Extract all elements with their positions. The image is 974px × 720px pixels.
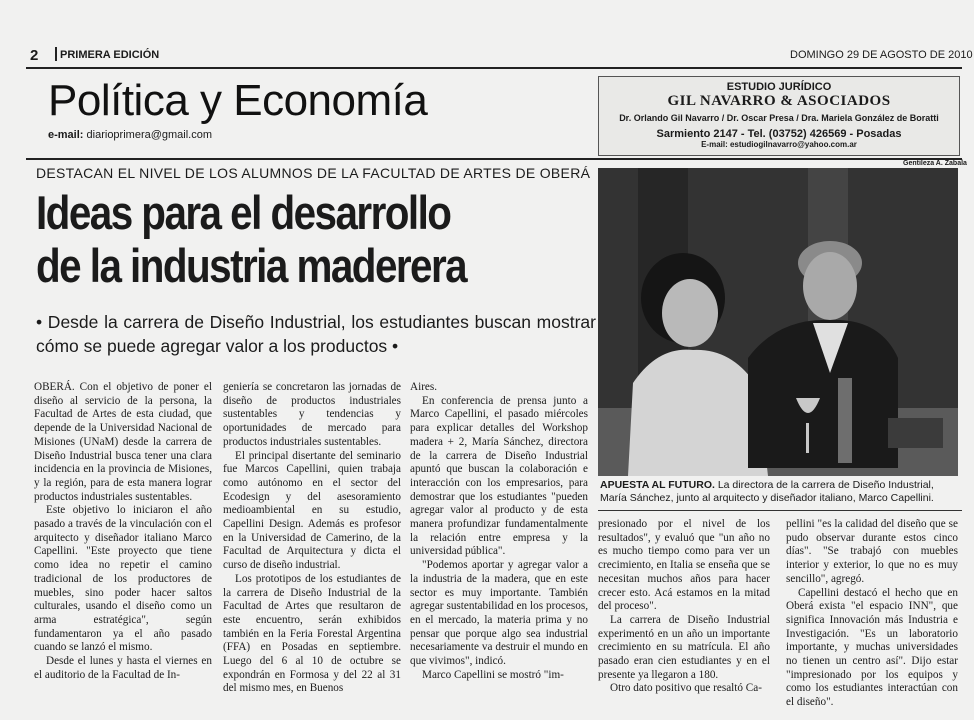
paragraph: Este objetivo lo iniciaron el año pasado a través de la vinculación con el arquitecto y diseñador italiano Marco Capellini. "Este proyecto que tiene como idea no repetir el camino tradicional de los productores de muebles, sino poder hacer saltos culturales, usando el diseño como un arma estratégica", según fundamentaron ya el año pasado cuando se lanzó el mismo.: [34, 504, 212, 654]
article-column-5: [786, 518, 958, 710]
caption-text: La directora de la carrera de Diseño Industrial, María Sánchez, junto al arquitecto y diseñador italiano, Marco Capellini.: [600, 479, 934, 504]
paragraph: Los prototipos de los estudiantes de la carrera de Diseño Industrial de la Facultad de Artes que resultaron de este encuentro, serán exhibidos también en la Feria Forestal Argentina (FFA) en Posadas en septiembre. Luego del 6 al 10 de octubre se expondrán en Formosa y del 22 al 31 del mismo mes, en Buenos: [223, 572, 401, 695]
ad-line-studio: ESTUDIO JURÍDICO: [726, 81, 832, 93]
article-column-1: [34, 381, 212, 682]
paragraph: "Podemos aportar y agregar valor a la industria de la madera, que en este sector es muy importante. También agregar sustentabilidad en los procesos, en el mercado, la materia prima y no pensar que porque algo sea industrial necesariamente va destruir el mundo en que vivimos", indicó.: [410, 559, 588, 668]
caption-rule: [598, 510, 962, 511]
paragraph: En conferencia de prensa junto a Marco Capellini, el pasado miércoles para explicar detalles del Workshop madera + 2, María Sánchez, directora de la carrera de Diseño Industrial apuntó que buscan la colaboración e interacción con los empresarios, para demostrar que los estudiantes "pueden agregar valor al producto y de esta manera profundizar fundamentalmente la relación entre empresa y la universidad pública".: [410, 394, 588, 558]
article-subhead: • Desde la carrera de Diseño Industrial, los estudiantes buscan mostrar cómo se puede agregar valor a los productos •: [36, 312, 596, 356]
top-rule: [26, 67, 962, 69]
paragraph: OBERÁ. Con el objetivo de poner el diseño al servicio de la persona, la Facultad de Artes de esta ciudad, que depende de la Universidad Nacional de Misiones (UNaM) desde la carrera de Diseño Industrial busca tener una clara incidencia en la provincia de Misiones, y la región, para de esta manera lograr productos industriales sustentables.: [34, 381, 212, 503]
article-column-2: [223, 381, 401, 696]
ad-line-email: E-mail: estudiogilnavarro@yahoo.com.ar: [701, 140, 857, 149]
edition-label: PRIMERA EDICIÓN: [60, 49, 160, 61]
article-headline: [36, 186, 518, 292]
article-column-3: [410, 381, 588, 682]
section-title: Política y Economía: [48, 76, 428, 125]
paragraph: pellini "es la calidad del diseño que se pudo observar durante estos cinco días". "Se trabajó con muebles interior y exterior, lo que no es muy sencillo", agregó.: [786, 518, 958, 585]
section-rule: [26, 158, 962, 160]
paragraph: Marco Capellini se mostró "im-: [422, 668, 564, 681]
email-address: diarioprimera@gmail.com: [86, 129, 213, 141]
caption-lead: APUESTA AL FUTURO.: [600, 479, 715, 491]
ad-line-lawyers: Dr. Orlando Gil Navarro / Dr. Oscar Presa / Dra. Mariela González de Boratti: [619, 113, 939, 123]
law-firm-ad: [598, 76, 960, 156]
paragraph: Otro dato positivo que resaltó Ca-: [610, 682, 762, 695]
paragraph: El principal disertante del seminario fue Marcos Capellini, quien trabaja como autónomo en el sector del Ecodesign y del asesoramiento medioambiental en su estudio, Capellini Design. Además es profesor en la Universidad de Camerino, de la Facultad de Arquitectura y dicta el curso de diseño industrial.: [223, 449, 401, 572]
ad-line-firm: GIL NAVARRO & ASOCIADOS: [667, 93, 891, 109]
paragraph: Capellini destacó el hecho que en Oberá exista "el espacio INN", que significa Innovación más Industria e Investigación. "Es un laboratorio importante, y muchas universidades no tienen un centro así". Dijo estar "impresionado por los equipos y como los estudiantes interactúan con el diseño".: [786, 586, 958, 709]
paragraph: Aires.: [410, 381, 438, 393]
headline-line-1: Ideas para el desarrollo: [36, 186, 451, 239]
header-divider: [55, 47, 57, 61]
page-number: 2: [30, 47, 39, 64]
article-photo: [598, 168, 958, 476]
publication-date: DOMINGO 29 DE AGOSTO DE 2010: [790, 49, 973, 61]
paragraph: geniería se concretaron las jornadas de diseño de productos industriales sustentables y tendencias y oportunidades de mercado para productos industriales sustentables.: [223, 381, 401, 448]
paragraph: Desde el lunes y hasta el viernes en el auditorio de la Facultad de In-: [34, 655, 212, 681]
section-email: [48, 129, 212, 141]
ad-line-address: Sarmiento 2147 - Tel. (03752) 426569 - Posadas: [656, 128, 902, 140]
headline-line-2: de la industria maderera: [36, 239, 467, 292]
photo-credit: Gentileza A. Zabala: [903, 160, 967, 167]
email-label: e-mail:: [48, 129, 84, 141]
paragraph: La carrera de Diseño Industrial experimentó en un año un importante crecimiento en su matrícula. El año pasado eran cien estudiantes y en el presente ya llegaron a 180.: [598, 613, 770, 681]
photo-illustration: [598, 168, 958, 476]
photo-caption: [600, 479, 958, 505]
article-kicker: DESTACAN EL NIVEL DE LOS ALUMNOS DE LA FACULTAD DE ARTES DE OBERÁ: [36, 165, 591, 181]
article-column-4: [598, 518, 770, 696]
paragraph: presionado por el nivel de los resultados", y evaluó que "un año no es mucho tiempo como para ver un crecimiento, en Italia se enseña que se necesitan muchos años para hacer crecer esto. Acá estamos en la mitad del proceso".: [598, 518, 770, 613]
